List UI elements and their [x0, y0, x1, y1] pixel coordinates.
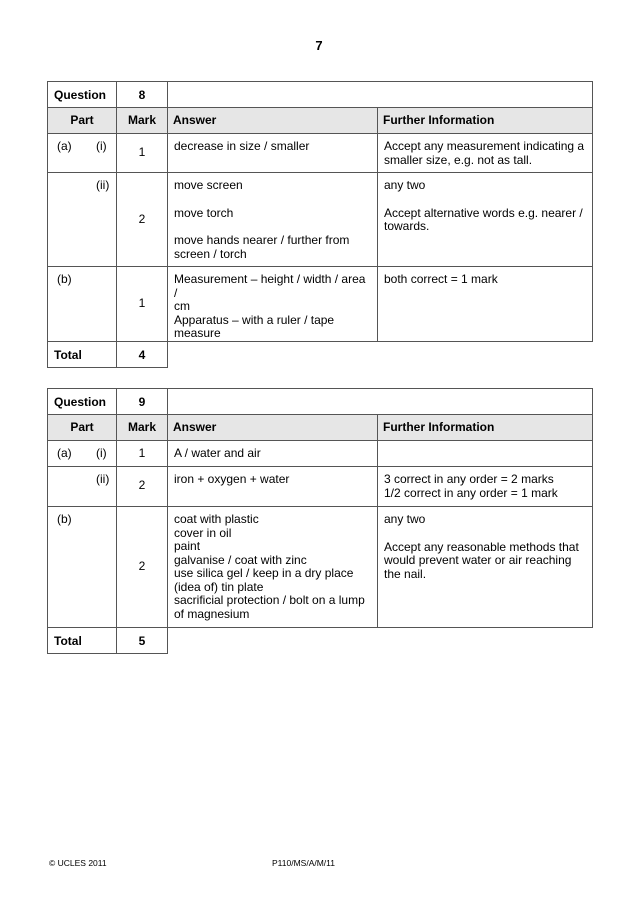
answer-line: move screen [174, 178, 243, 192]
mark-scheme-table-q8 [47, 81, 593, 368]
header-mark: Mark [117, 108, 168, 134]
answer-line: measure [174, 326, 221, 340]
question-blank [168, 389, 593, 415]
answer-line: cm [174, 299, 190, 313]
footer-copyright: © UCLES 2011 [49, 858, 107, 868]
answer-line: decrease in size / smaller [174, 139, 310, 153]
answer-line: move torch [174, 205, 234, 220]
answer-line: A / water and air [174, 446, 261, 460]
footer-document-code: P110/MS/A/M/11 [272, 858, 335, 868]
answer-line: galvanise / coat with zinc [174, 552, 307, 567]
total-label: Total [48, 628, 117, 654]
answer-line: iron + oxygen + water [174, 472, 290, 486]
mark-value: 1 [117, 134, 168, 173]
part-label: (b) [57, 512, 72, 526]
question-number: 9 [117, 389, 168, 415]
subpart-label: (ii) [96, 178, 110, 192]
mark-value: 1 [117, 441, 168, 467]
part-cell [48, 441, 117, 467]
part-label: (a) [57, 139, 72, 153]
header-answer: Answer [168, 108, 378, 134]
part-cell [48, 507, 117, 628]
mark-value: 1 [117, 267, 168, 342]
page-number: 7 [315, 38, 323, 53]
further-info-cell [378, 134, 593, 173]
total-blank [168, 628, 593, 654]
further-line: any two [384, 512, 426, 526]
further-line: 1/2 correct in any order = 1 mark [384, 485, 558, 500]
header-further-info: Further Information [378, 108, 593, 134]
total-blank [168, 341, 593, 367]
answer-cell [168, 134, 378, 173]
answer-line: use silica gel / keep in a dry place [174, 566, 354, 580]
answer-cell [168, 267, 378, 342]
further-line: any two [384, 178, 426, 192]
total-value: 4 [117, 341, 168, 367]
question-label: Question [48, 389, 117, 415]
answer-line: Apparatus – with a ruler / tape [174, 312, 335, 327]
further-info-cell [378, 173, 593, 267]
answer-line: move hands nearer / further from [174, 233, 350, 247]
further-info-cell [378, 467, 593, 507]
mark-value: 2 [117, 467, 168, 507]
part-cell [48, 173, 117, 267]
further-info-cell [378, 507, 593, 628]
mark-value: 2 [117, 507, 168, 628]
answer-line: paint [174, 539, 201, 553]
further-info-cell [378, 441, 593, 467]
total-value: 5 [117, 628, 168, 654]
header-mark: Mark [117, 415, 168, 441]
further-line: both correct = 1 mark [384, 272, 498, 286]
header-part: Part [48, 415, 117, 441]
answer-line: of magnesium [174, 606, 250, 621]
total-label: Total [48, 341, 117, 367]
further-line: Accept any reasonable methods that [384, 539, 579, 554]
further-line: would prevent water or air reaching [384, 553, 572, 567]
answer-cell [168, 467, 378, 507]
mark-value: 2 [117, 173, 168, 267]
further-line: smaller size, e.g. not as tall. [384, 152, 533, 167]
part-cell [48, 134, 117, 173]
answer-line: cover in oil [174, 525, 232, 540]
header-further-info: Further Information [378, 415, 593, 441]
further-line: the nail. [384, 566, 427, 581]
further-info-cell [378, 267, 593, 342]
further-line: Accept any measurement indicating a [384, 139, 585, 153]
question-number: 8 [117, 82, 168, 108]
answer-cell [168, 441, 378, 467]
answer-cell [168, 173, 378, 267]
answer-line: sacrificial protection / bolt on a lump [174, 593, 365, 607]
part-cell [48, 467, 117, 507]
further-line: towards. [384, 219, 430, 233]
answer-line: screen / torch [174, 246, 247, 261]
answer-cell [168, 507, 378, 628]
part-label: (a) [57, 446, 72, 460]
answer-line: Measurement – height / width / area / [174, 272, 366, 300]
answer-line: coat with plastic [174, 512, 259, 526]
question-label: Question [48, 82, 117, 108]
answer-line: (idea of) tin plate [174, 579, 264, 594]
subpart-label: (ii) [96, 472, 110, 486]
part-label: (b) [57, 272, 72, 286]
header-answer: Answer [168, 415, 378, 441]
mark-scheme-table-q9 [47, 388, 593, 654]
question-blank [168, 82, 593, 108]
further-line: Accept alternative words e.g. nearer / [384, 205, 583, 220]
subpart-label: (i) [96, 139, 107, 153]
part-cell [48, 267, 117, 342]
header-part: Part [48, 108, 117, 134]
subpart-label: (i) [96, 446, 107, 460]
further-line: 3 correct in any order = 2 marks [384, 472, 554, 486]
